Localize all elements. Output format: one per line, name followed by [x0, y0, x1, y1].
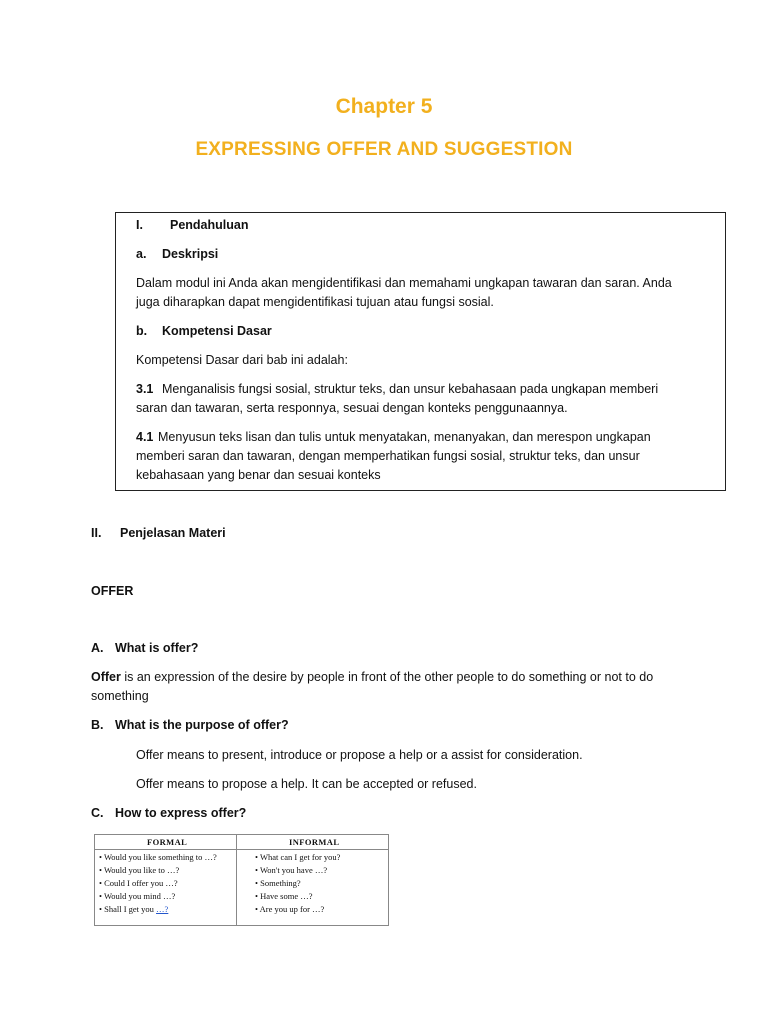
informal-item: • Won't you have …? — [255, 865, 328, 875]
section-2-number: II. — [91, 526, 102, 540]
informal-item: • Something? — [255, 878, 301, 888]
question-a-number: A. — [91, 641, 104, 655]
offer-expressions-table — [94, 834, 389, 926]
kd-intro: Kompetensi Dasar dari bab ini adalah: — [136, 353, 348, 367]
description-line-2: juga diharapkan dapat mengidentifikasi tujuan atau fungsi sosial. — [136, 295, 494, 309]
subsection-b-number: b. — [136, 324, 148, 338]
question-c-number: C. — [91, 806, 104, 820]
formal-item — [99, 903, 168, 916]
section-2-title: Penjelasan Materi — [120, 526, 226, 540]
offer-definition-text: is an expression of the desire by people in front of the other people to do something or not to do — [120, 670, 654, 684]
offer-definition-term: Offer — [91, 670, 121, 684]
offer-label: OFFER — [91, 584, 134, 598]
informal-header: INFORMAL — [289, 837, 340, 847]
chapter-title: EXPRESSING OFFER AND SUGGESTION — [195, 139, 573, 160]
subsection-a-title: Deskripsi — [162, 247, 219, 261]
section-1-number: I. — [136, 218, 143, 232]
formal-item: • Could I offer you …? — [99, 878, 178, 888]
purpose-line-1: Offer means to present, introduce or propose a help or a assist for consideration. — [136, 748, 583, 762]
table-header-divider — [95, 849, 388, 850]
subsection-b-title: Kompetensi Dasar — [162, 324, 272, 338]
offer-definition-line-1 — [91, 668, 711, 687]
purpose-line-2: Offer means to propose a help. It can be accepted or refused. — [136, 777, 477, 791]
formal-item-text: • Shall I get you — [99, 904, 157, 914]
section-1-title: Pendahuluan — [170, 218, 249, 232]
informal-item: • Are you up for …? — [255, 904, 325, 914]
kd-4-1-line-2: memberi saran dan tawaran, dengan memperhatikan fungsi sosial, struktur teks, dan unsur — [136, 449, 640, 463]
question-b-number: B. — [91, 718, 104, 732]
kd-3-1-line-2: saran dan tawaran, serta responnya, sesuai dengan konteks penggunaannya. — [136, 401, 568, 415]
formal-item: • Would you like to …? — [99, 865, 180, 875]
offer-definition-line-2: something — [91, 689, 149, 703]
subsection-a-number: a. — [136, 247, 147, 261]
kd-4-1-line-1: Menyusun teks lisan dan tulis untuk menyatakan, menanyakan, dan merespon ungkapan — [158, 430, 651, 444]
kd-3-1-line-1: Menganalisis fungsi sosial, struktur teks, dan unsur kebahasaan pada ungkapan memberi — [162, 382, 659, 396]
question-b-title: What is the purpose of offer? — [115, 718, 289, 732]
chapter-number: Chapter 5 — [335, 95, 433, 118]
question-c-title: How to express offer? — [115, 806, 247, 820]
question-a-title: What is offer? — [115, 641, 199, 655]
informal-item: • What can I get for you? — [255, 852, 341, 862]
kd-4-1-line-3: kebahasaan yang benar dan sesuai konteks — [136, 468, 381, 482]
formal-item: • Would you like something to …? — [99, 852, 217, 862]
formal-item-link[interactable]: …? — [156, 904, 169, 914]
kd-3-1-number: 3.1 — [136, 382, 154, 396]
introduction-box — [115, 212, 726, 491]
kd-4-1-number: 4.1 — [136, 430, 154, 444]
formal-header: FORMAL — [147, 837, 188, 847]
formal-item: • Would you mind …? — [99, 891, 176, 901]
informal-item: • Have some …? — [255, 891, 313, 901]
description-line-1: Dalam modul ini Anda akan mengidentifikasi dan memahami ungkapan tawaran dan saran. Anda — [136, 276, 672, 290]
table-column-divider — [236, 835, 237, 925]
